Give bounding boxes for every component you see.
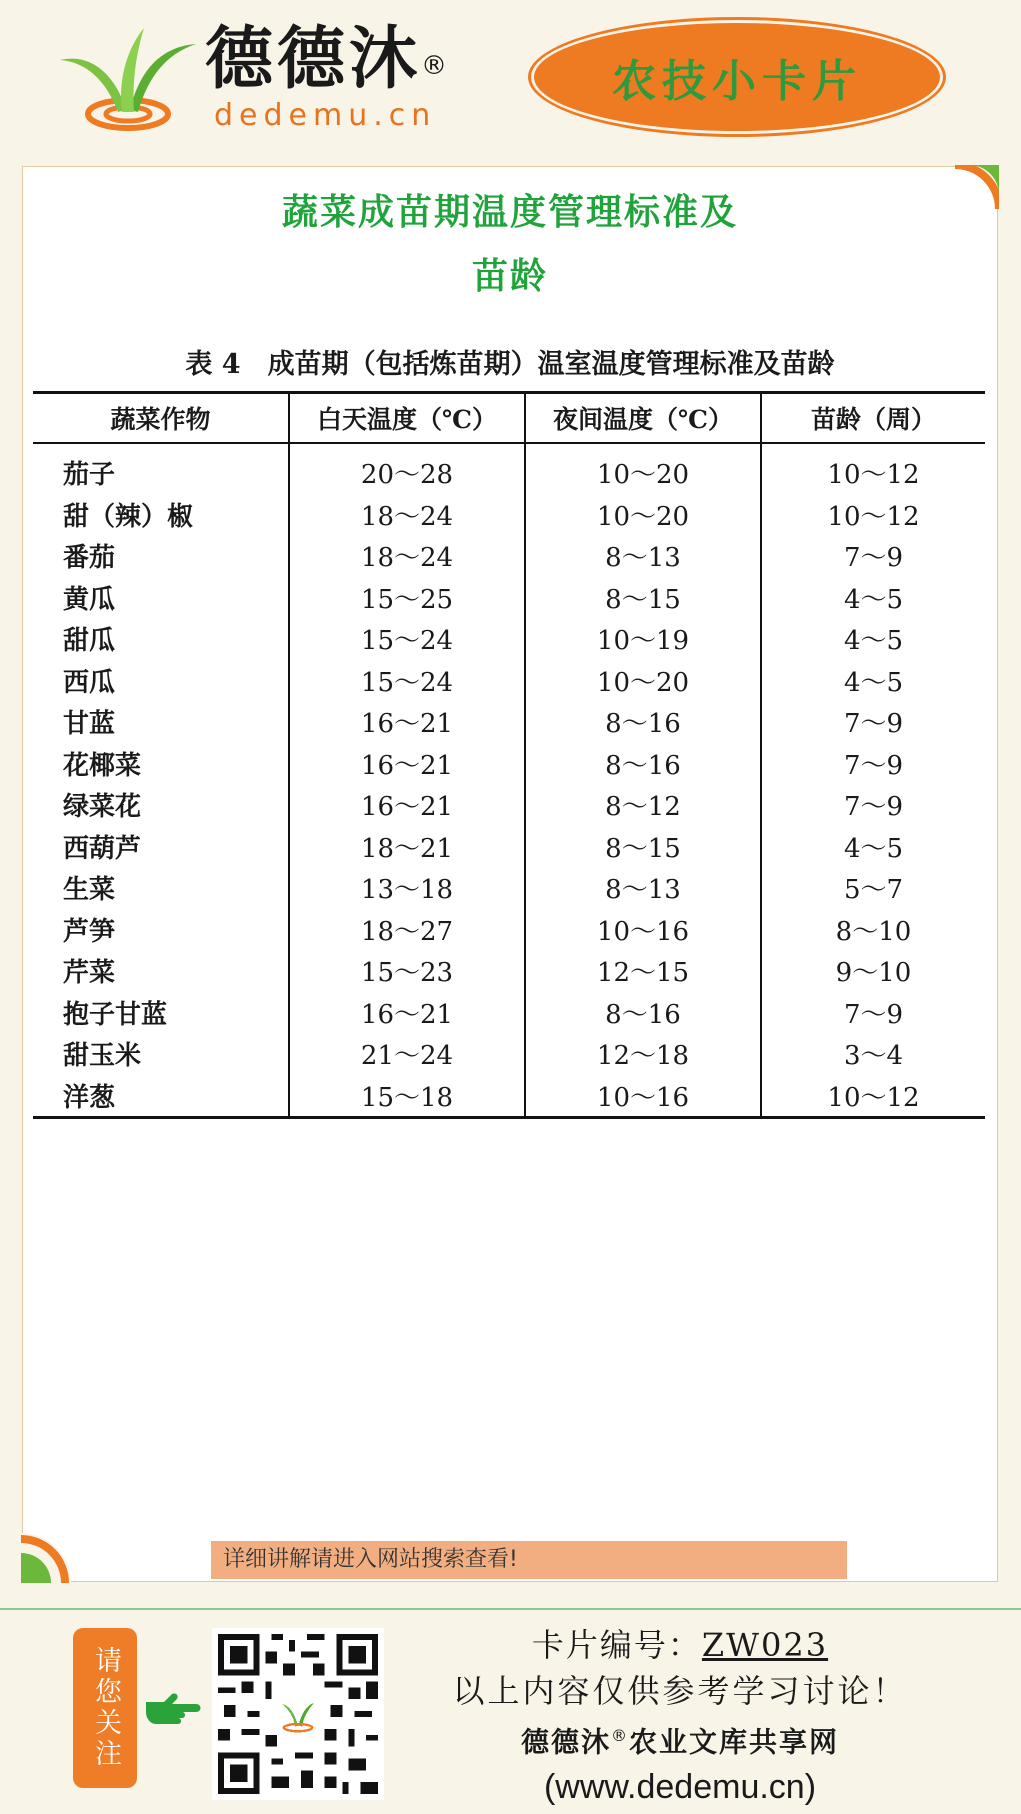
card-title-line-1: 蔬菜成苗期温度管理标准及: [281, 192, 738, 233]
qr-code-icon[interactable]: [212, 1628, 384, 1800]
crop-name-cell: 甜（辣）椒: [63, 501, 194, 532]
table-row: [33, 867, 985, 909]
table-row: [33, 618, 985, 660]
table-row: [33, 494, 985, 536]
crop-name-cell: 绿菜花: [63, 792, 142, 823]
seedling-age-cell: 4～5: [761, 660, 985, 702]
crop-name-cell: 甜瓜: [63, 626, 116, 657]
table-row: [33, 1075, 985, 1118]
night-temp-cell: 8～13: [525, 867, 761, 909]
disclaimer: 以上内容仅供参考学习讨论！: [452, 1672, 908, 1710]
pointing-hand-icon: [142, 1690, 202, 1726]
crop-name-cell: 西葫芦: [63, 833, 142, 864]
day-temp-cell: 16～21: [289, 701, 525, 743]
seedling-age-cell: 4～5: [761, 577, 985, 619]
night-temp-cell: 8～16: [525, 743, 761, 785]
corner-decoration-bottom-left: [21, 1533, 71, 1583]
seedling-age-cell: 7～9: [761, 992, 985, 1034]
day-temp-cell: 16～21: [289, 992, 525, 1034]
seedling-age-cell: 9～10: [761, 950, 985, 992]
footer-divider: [0, 1608, 1021, 1610]
night-temp-cell: 10～16: [525, 1075, 761, 1118]
day-temp-cell: 16～21: [289, 743, 525, 785]
network-name: 德德沐®农业文库共享网: [520, 1725, 840, 1759]
table-row: [33, 826, 985, 868]
sprout-logo-icon: [56, 22, 206, 142]
card-number-value: ZW023: [701, 1626, 829, 1664]
seedling-age-cell: 7～9: [761, 535, 985, 577]
column-header-seedling-age: 苗龄（周）: [761, 393, 985, 444]
table-row: [33, 992, 985, 1034]
night-temp-cell: 10～16: [525, 909, 761, 951]
table-header-row: [33, 393, 985, 444]
column-header-day-temp: 白天温度（℃）: [289, 393, 525, 444]
badge-label: 农技小卡片: [612, 56, 862, 107]
day-temp-cell: 15～25: [289, 577, 525, 619]
brand-url: dedemu.cn: [214, 98, 437, 133]
day-temp-cell: 18～24: [289, 535, 525, 577]
card-number-label: 卡片编号：: [531, 1626, 702, 1664]
seedling-age-cell: 10～12: [761, 494, 985, 536]
header: [0, 0, 1021, 160]
seedling-age-cell: 4～5: [761, 826, 985, 868]
column-header-crop: 蔬菜作物: [110, 405, 211, 434]
crop-name-cell: 芦笋: [63, 916, 116, 947]
table-body: [33, 443, 985, 1118]
seedling-age-cell: 7～9: [761, 743, 985, 785]
network-registered-mark: ®: [611, 1726, 629, 1745]
day-temp-cell: 18～21: [289, 826, 525, 868]
note-bar: 详细讲解请进入网站搜索查看!: [211, 1541, 847, 1579]
night-temp-cell: 10～19: [525, 618, 761, 660]
day-temp-cell: 20～28: [289, 443, 525, 494]
card-title: [23, 181, 997, 309]
crop-name-cell: 抱子甘蓝: [63, 999, 168, 1030]
site-url[interactable]: (www.dedemu.cn): [543, 1768, 817, 1807]
crop-name-cell: 芹菜: [63, 958, 116, 989]
night-temp-cell: 8～12: [525, 784, 761, 826]
table-row: [33, 443, 985, 494]
night-temp-cell: 8～15: [525, 577, 761, 619]
day-temp-cell: 21～24: [289, 1033, 525, 1075]
night-temp-cell: 8～16: [525, 992, 761, 1034]
crop-name-cell: 茄子: [63, 460, 116, 491]
content-card: [22, 166, 998, 1582]
night-temp-cell: 12～15: [525, 950, 761, 992]
crop-name-cell: 黄瓜: [63, 584, 116, 615]
night-temp-cell: 10～20: [525, 660, 761, 702]
night-temp-cell: 8～13: [525, 535, 761, 577]
follow-label: 请您关注: [73, 1628, 137, 1788]
table-row: [33, 909, 985, 951]
card-number: [420, 1622, 940, 1668]
night-temp-cell: 12～18: [525, 1033, 761, 1075]
day-temp-cell: 16～21: [289, 784, 525, 826]
seedling-age-cell: 8～10: [761, 909, 985, 951]
crop-name-cell: 甜玉米: [63, 1041, 142, 1072]
day-temp-cell: 15～23: [289, 950, 525, 992]
table-row: [33, 577, 985, 619]
table-caption: 表 4 成苗期（包括炼苗期）温室温度管理标准及苗龄: [185, 349, 835, 380]
day-temp-cell: 18～27: [289, 909, 525, 951]
day-temp-cell: 15～24: [289, 660, 525, 702]
night-temp-cell: 8～16: [525, 701, 761, 743]
table-row: [33, 950, 985, 992]
crop-name-cell: 西瓜: [63, 667, 116, 698]
crop-name-cell: 甘蓝: [63, 709, 116, 740]
table-row: [33, 1033, 985, 1075]
temperature-table: [33, 391, 985, 1119]
day-temp-cell: 18～24: [289, 494, 525, 536]
column-header-night-temp: 夜间温度（℃）: [525, 393, 761, 444]
crop-name-cell: 生菜: [63, 875, 116, 906]
seedling-age-cell: 10～12: [761, 1075, 985, 1118]
night-temp-cell: 10～20: [525, 494, 761, 536]
seedling-age-cell: 7～9: [761, 784, 985, 826]
table-row: [33, 701, 985, 743]
registered-mark: ®: [421, 51, 452, 81]
table-row: [33, 660, 985, 702]
crop-name-cell: 番茄: [63, 543, 116, 574]
day-temp-cell: 15～18: [289, 1075, 525, 1118]
seedling-age-cell: 7～9: [761, 701, 985, 743]
seedling-age-cell: 3～4: [761, 1033, 985, 1075]
card-type-badge: [534, 23, 940, 131]
table-row: [33, 784, 985, 826]
table-row: [33, 535, 985, 577]
footer-info: [420, 1622, 940, 1810]
crop-name-cell: 洋葱: [63, 1082, 116, 1113]
day-temp-cell: 13～18: [289, 867, 525, 909]
crop-name-cell: 花椰菜: [63, 750, 142, 781]
day-temp-cell: 15～24: [289, 618, 525, 660]
table-row: [33, 743, 985, 785]
seedling-age-cell: 5～7: [761, 867, 985, 909]
night-temp-cell: 10～20: [525, 443, 761, 494]
brand-name: 德德沐®: [205, 20, 452, 99]
seedling-age-cell: 4～5: [761, 618, 985, 660]
night-temp-cell: 8～15: [525, 826, 761, 868]
seedling-age-cell: 10～12: [761, 443, 985, 494]
card-title-line-2: 苗龄: [471, 256, 548, 297]
